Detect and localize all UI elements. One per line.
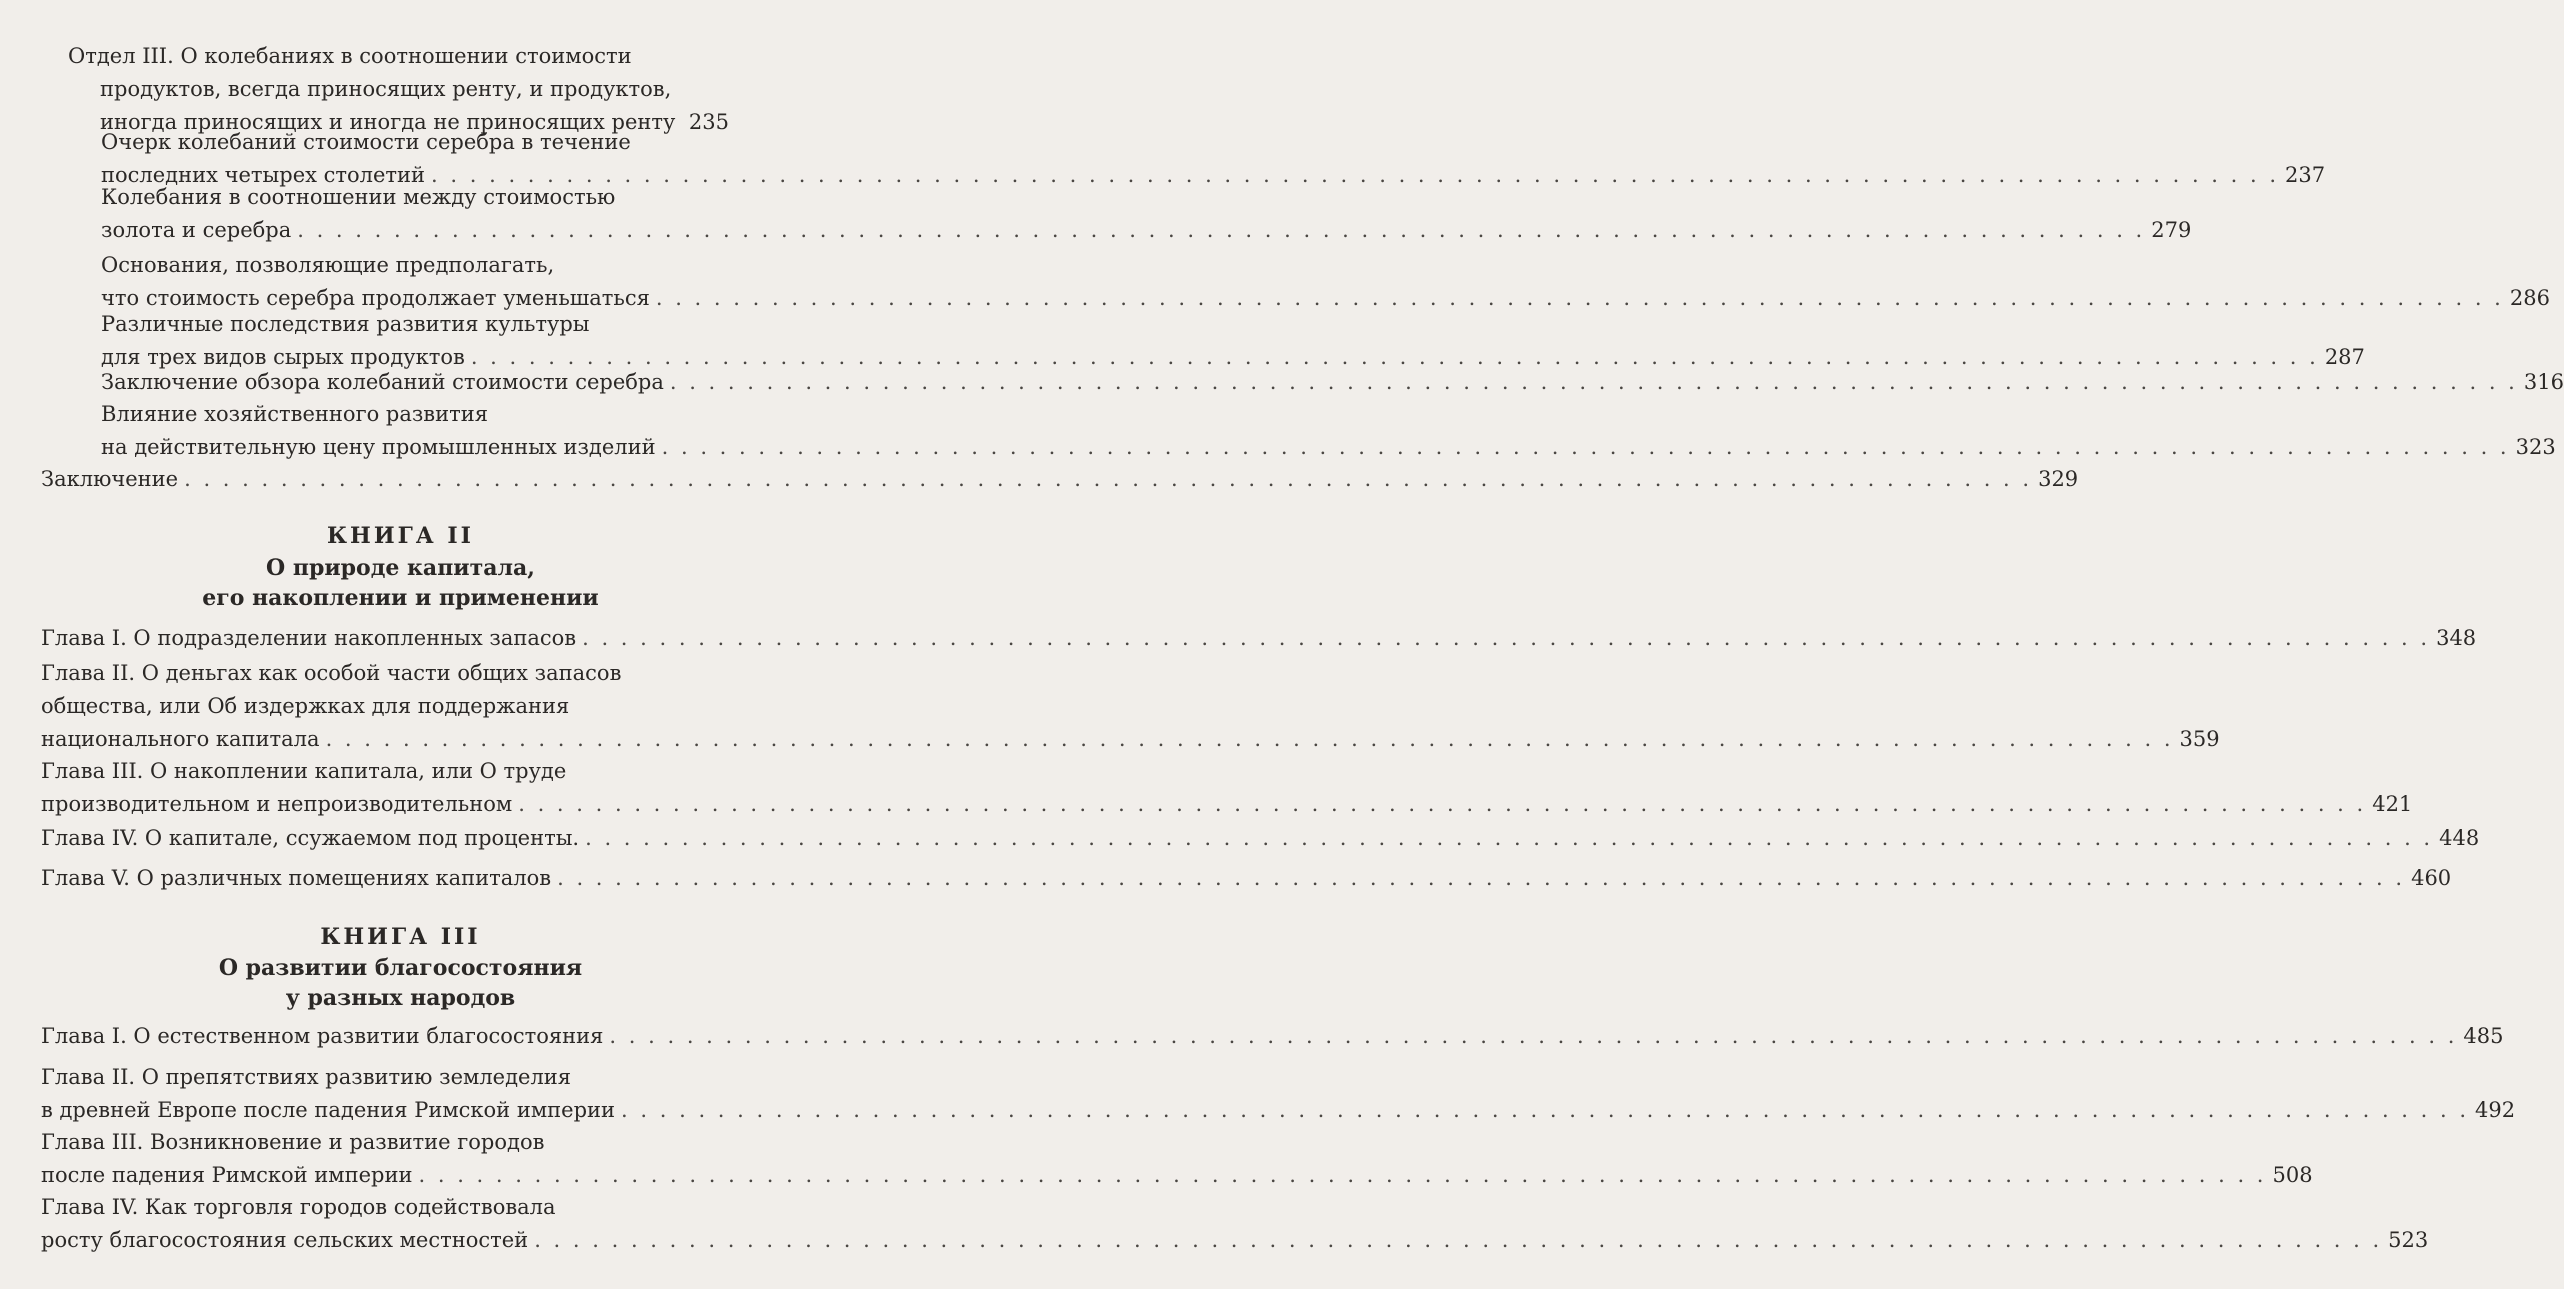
toc-entry-line [41, 1191, 729, 1224]
toc-entry-text: Заключение обзора колебаний стоимости серебра [101, 370, 664, 394]
toc-entry-line [41, 463, 2079, 496]
toc-entry-text: Глава IV. Как торговля городов содействовала [41, 1195, 556, 1219]
book-2-subtitle-line-1: О природе капитала, [266, 555, 535, 581]
toc-page-number: 316 [2523, 370, 2564, 394]
leader-dots: . . . . . . . . . . . . . . . . . . . . . . . . . . . . . . . . . . . . . . . . . . . . . . . . . . . . . . . . . . . . . . . . . . . . . . . . . . . . . . . . . . . . . . . . . . . . . . . . [655, 286, 2504, 310]
toc-entry-line [101, 431, 2556, 464]
toc-entry-text: Отдел III. О колебаниях в соотношении стоимости [68, 44, 632, 68]
leader-dots: . . . . . . . . . . . . . . . . . . . . . . . . . . . . . . . . . . . . . . . . . . . . . . . . . . . . . . . . . . . . . . . . . . . . . . . . . . . . . . . . . . . . . . . . . . . . . . . . [621, 1098, 2470, 1122]
book-2-subtitle-line-2: его накоплении и применении [202, 585, 599, 611]
toc-entry-book2-ch2[interactable] [0, 657, 2220, 756]
toc-entry-text: общества, или Об издержках для поддержания [41, 694, 570, 718]
toc-entry-text: последних четырех столетий [101, 163, 426, 187]
toc-page-number: 460 [2411, 866, 2452, 890]
toc-page-number: 492 [2475, 1098, 2516, 1122]
toc-entry-book3-ch2[interactable] [0, 1061, 2516, 1127]
toc-entry-line [101, 249, 729, 282]
leader-dots: . . . . . . . . . . . . . . . . . . . . . . . . . . . . . . . . . . . . . . . . . . . . . . . . . . . . . . . . . . . . . . . . . . . . . . . . . . . . . . . . . . . . . . . . . . . . . . . . [184, 467, 2033, 491]
toc-page-number: 235 [688, 110, 729, 134]
toc-entry-sub-3[interactable] [0, 249, 2550, 315]
toc-page-number: 359 [2179, 727, 2220, 751]
toc-entry-sub-6[interactable] [0, 398, 2556, 464]
toc-page-number: 421 [2372, 792, 2413, 816]
toc-entry-book2-ch5[interactable] [0, 862, 2452, 895]
leader-dots: . . . . . . . . . . . . . . . . . . . . . . . . . . . . . . . . . . . . . . . . . . . . . . . . . . . . . . . . . . . . . . . . . . . . . . . . . . . . . . . . . . . . . . . . . . . . . . . . [418, 1163, 2267, 1187]
toc-entry-line [101, 398, 729, 431]
toc-entry-text: для трех видов сырых продуктов [101, 345, 465, 369]
toc-entry-text: Глава IV. О капитале, ссужаемом под проценты. [41, 826, 580, 850]
toc-entry-section-3[interactable] [0, 40, 801, 139]
toc-entry-text: росту благосостояния сельских местностей [41, 1228, 529, 1252]
toc-entry-line [41, 788, 2413, 821]
leader-dots: . . . . . . . . . . . . . . . . . . . . . . . . . . . . . . . . . . . . . . . . . . . . . . . . . . . . . . . . . . . . . . . . . . . . . . . . . . . . . . . . . . . . . . . . . . . . . . . . [470, 345, 2319, 369]
toc-entry-text: Очерк колебаний стоимости серебра в течение [101, 130, 631, 154]
toc-entry-text: Глава III. Возникновение и развитие городов [41, 1130, 545, 1154]
toc-entry-book2-ch1[interactable] [0, 622, 2477, 655]
leader-dots: . . . . . . . . . . . . . . . . . . . . . . . . . . . . . . . . . . . . . . . . . . . . . . . . . . . . . . . . . . . . . . . . . . . . . . . . . . . . . . . . . . . . . . . . . . . . . . . . [585, 826, 2434, 850]
toc-page-number: 508 [2272, 1163, 2313, 1187]
toc-entry-line [41, 755, 729, 788]
toc-entry-text: Различные последствия развития культуры [101, 312, 590, 336]
toc-entry-sub-4[interactable] [0, 308, 2365, 374]
leader-dots: . . . . . . . . . . . . . . . . . . . . . . . . . . . . . . . . . . . . . . . . . . . . . . . . . . . . . . . . . . . . . . . . . . . . . . . . . . . . . . . . . . . . . . . . . . . . . . . . [669, 370, 2518, 394]
toc-page-number: 348 [2436, 626, 2477, 650]
toc-entry-line [41, 1159, 2313, 1192]
toc-entry-line [101, 214, 2192, 247]
leader-dots: . . . . . . . . . . . . . . . . . . . . . . . . . . . . . . . . . . . . . . . . . . . . . . . . . . . . . . . . . . . . . . . . . . . . . . . . . . . . . . . . . . . . . . . . . . . . . . . . [557, 866, 2406, 890]
toc-entry-line [41, 822, 2480, 855]
toc-entry-sub-2[interactable] [0, 181, 2192, 247]
toc-entry-text: на действительную цену промышленных изделий [101, 435, 656, 459]
toc-entry-text: Влияние хозяйственного развития [101, 402, 488, 426]
toc-entry-text: что стоимость серебра продолжает уменьшаться [101, 286, 650, 310]
toc-page-number: 237 [2285, 163, 2326, 187]
book-3-subtitle-line-2: у разных народов [285, 985, 516, 1011]
toc-entry-line [101, 126, 729, 159]
leader-dots: . . . . . . . . . . . . . . . . . . . . . . . . . . . . . . . . . . . . . . . . . . . . . . . . . . . . . . . . . . . . . . . . . . . . . . . . . . . . . . . . . . . . . . . . . . . . . . . . [582, 626, 2431, 650]
toc-entry-line [41, 1126, 729, 1159]
toc-entry-line [41, 1094, 2516, 1127]
toc-entry-line [41, 690, 729, 723]
toc-entry-line [101, 181, 729, 214]
leader-dots: . . . . . . . . . . . . . . . . . . . . . . . . . . . . . . . . . . . . . . . . . . . . . . . . . . . . . . . . . . . . . . . . . . . . . . . . . . . . . . . . . . . . . . . . . . . . . . . . [297, 218, 2146, 242]
toc-entry-text: Основания, позволяющие предполагать, [101, 253, 555, 277]
toc-entry-book3-ch1[interactable] [0, 1020, 2504, 1053]
toc-page-number: 329 [2038, 467, 2079, 491]
toc-entry-line [41, 657, 729, 690]
toc-entry-text: Глава III. О накоплении капитала, или О труде [41, 759, 567, 783]
toc-entry-text: продуктов, всегда приносящих ренту, и продуктов, [100, 77, 672, 101]
toc-entry-line [101, 308, 729, 341]
toc-entry-line [41, 723, 2220, 756]
toc-page-number: 523 [2388, 1228, 2429, 1252]
toc-entry-text: Колебания в соотношении между стоимостью [101, 185, 616, 209]
toc-entry-text: национального капитала [41, 727, 320, 751]
toc-entry-line [68, 40, 729, 73]
toc-entry-sub-5[interactable] [0, 366, 2564, 399]
leader-dots: . . . . . . . . . . . . . . . . . . . . . . . . . . . . . . . . . . . . . . . . . . . . . . . . . . . . . . . . . . . . . . . . . . . . . . . . . . . . . . . . . . . . . . . . . . . . . . . . [661, 435, 2510, 459]
toc-entry-text: Глава V. О различных помещениях капиталов [41, 866, 552, 890]
toc-page-number: 286 [2509, 286, 2550, 310]
toc-page-number: 448 [2439, 826, 2480, 850]
toc-entry-book3-ch3[interactable] [0, 1126, 2313, 1192]
toc-entry-line [41, 622, 2477, 655]
book-2-title: КНИГА II [327, 523, 474, 549]
book-3-title: КНИГА III [320, 924, 481, 950]
toc-entry-text: в древней Европе после падения Римской империи [41, 1098, 616, 1122]
toc-entry-text: Глава I. О естественном развитии благосостояния [41, 1024, 604, 1048]
toc-entry-text: после падения Римской империи [41, 1163, 413, 1187]
toc-entry-line [41, 1020, 2504, 1053]
toc-entry-line [41, 1061, 729, 1094]
toc-entry-text: Глава I. О подразделении накопленных запасов [41, 626, 577, 650]
toc-entry-text: иногда приносящих и иногда не приносящих ренту [100, 110, 676, 134]
toc-entry-book2-ch4[interactable] [0, 822, 2480, 855]
toc-page-number: 279 [2151, 218, 2192, 242]
book-3-subtitle-line-1: О развитии благосостояния [218, 955, 583, 981]
toc-entry-text: Глава II. О деньгах как особой части общих запасов [41, 661, 622, 685]
leader-dots: . . . . . . . . . . . . . . . . . . . . . . . . . . . . . . . . . . . . . . . . . . . . . . . . . . . . . . . . . . . . . . . . . . . . . . . . . . . . . . . . . . . . . . . . . . . . . . . . [534, 1228, 2383, 1252]
toc-entry-line [68, 73, 729, 106]
toc-entry-text: Заключение [41, 467, 179, 491]
toc-entry-text: золота и серебра [101, 218, 292, 242]
toc-entry-book2-ch3[interactable] [0, 755, 2413, 821]
toc-page-number: 485 [2463, 1024, 2504, 1048]
leader-dots: . . . . . . . . . . . . . . . . . . . . . . . . . . . . . . . . . . . . . . . . . . . . . . . . . . . . . . . . . . . . . . . . . . . . . . . . . . . . . . . . . . . . . . . . . . . . . . . . [431, 163, 2280, 187]
toc-entry-line [101, 366, 2564, 399]
toc-entry-line [41, 862, 2452, 895]
toc-page-number: 323 [2515, 435, 2556, 459]
toc-entry-line [41, 1224, 2429, 1257]
toc-entry-book3-ch4[interactable] [0, 1191, 2429, 1257]
leader-dots: . . . . . . . . . . . . . . . . . . . . . . . . . . . . . . . . . . . . . . . . . . . . . . . . . . . . . . . . . . . . . . . . . . . . . . . . . . . . . . . . . . . . . . . . . . . . . . . . [609, 1024, 2458, 1048]
leader-dots: . . . . . . . . . . . . . . . . . . . . . . . . . . . . . . . . . . . . . . . . . . . . . . . . . . . . . . . . . . . . . . . . . . . . . . . . . . . . . . . . . . . . . . . . . . . . . . . . [325, 727, 2174, 751]
toc-entry-text: Глава II. О препятствиях развитию земледелия [41, 1065, 572, 1089]
toc-entry-text: производительном и непроизводительном [41, 792, 513, 816]
leader-dots: . . . . . . . . . . . . . . . . . . . . . . . . . . . . . . . . . . . . . . . . . . . . . . . . . . . . . . . . . . . . . . . . . . . . . . . . . . . . . . . . . . . . . . . . . . . . . . . . [518, 792, 2367, 816]
toc-page-number: 287 [2324, 345, 2365, 369]
toc-entry-conclusion[interactable] [0, 463, 2079, 496]
